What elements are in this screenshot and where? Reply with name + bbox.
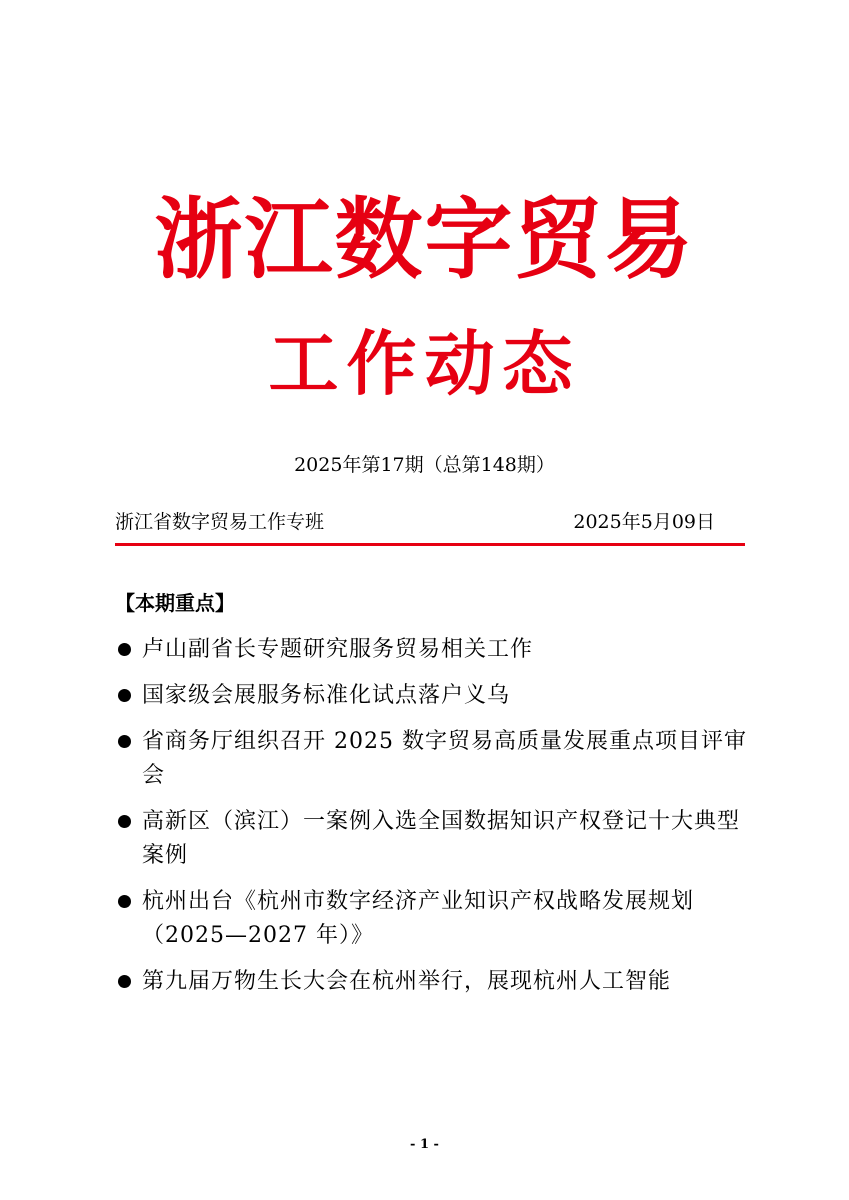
red-divider-rule: [115, 543, 745, 546]
highlights-heading: 【本期重点】: [115, 591, 235, 615]
masthead-title-line1: 浙江数字贸易: [154, 188, 695, 291]
highlight-item-text: 卢山副省长专题研究服务贸易相关工作: [142, 637, 534, 662]
highlight-item: [118, 805, 748, 873]
issue-number: 2025年第17期（总第148期）: [294, 454, 555, 476]
bullet-icon: [118, 895, 131, 908]
highlight-item-text: 省商务厅组织召开 2025 数字贸易高质量发展重点项目评审会: [142, 729, 747, 788]
bullet-icon: [118, 689, 131, 702]
highlight-item-text: 高新区（滨江）一案例入选全国数据知识产权登记十大典型案例: [142, 809, 741, 868]
highlight-item: [118, 725, 748, 793]
highlight-item-text: 国家级会展服务标准化试点落户义乌: [142, 683, 511, 708]
highlights-list: [118, 633, 748, 1011]
highlight-item: [118, 633, 748, 667]
issuing-department: 浙江省数字贸易工作专班: [115, 511, 325, 533]
highlight-item: [118, 679, 748, 713]
bullet-icon: [118, 643, 131, 656]
bullet-icon: [118, 815, 131, 828]
highlight-item: [118, 965, 748, 999]
highlight-item-text: 杭州出台《杭州市数字经济产业知识产权战略发展规划（2025—2027 年）》: [142, 889, 695, 948]
page-number: - 1 -: [410, 1137, 439, 1152]
highlight-item-text: 第九届万物生长大会在杭州举行，展现杭州人工智能: [142, 969, 672, 994]
bullet-icon: [118, 975, 131, 988]
masthead-title-line2: 工作动态: [268, 323, 581, 405]
highlight-item: [118, 885, 748, 953]
issue-date: 2025年5月09日: [573, 511, 715, 533]
bullet-icon: [118, 735, 131, 748]
